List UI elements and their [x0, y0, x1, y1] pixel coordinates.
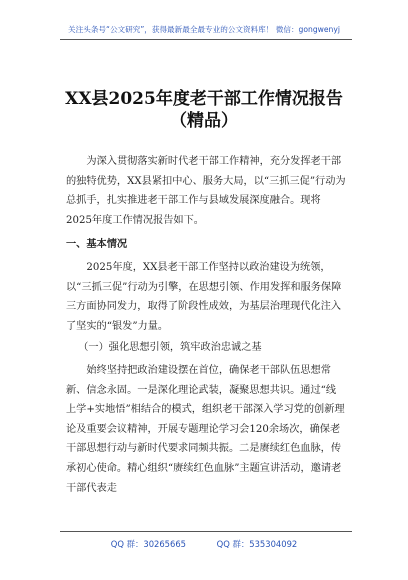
footer-qq-group-1: QQ 群：30265665	[110, 539, 186, 549]
title-line-1: XX县2025年度老干部工作情况报告	[65, 89, 343, 109]
header-note: 关注头条号“公文研究”，获得最新最全最专业的公文资料库！ 微信：gongwenyj	[68, 25, 340, 34]
header-divider	[60, 39, 352, 40]
intro-paragraph: 为深入贯彻落实新时代老干部工作精神，充分发挥老干部的独特优势，XX县紧扣中心、服务大局，以“三抓三促”行动为总抓手，扎实推进老干部工作与县域发展深度融合。现将2025年度工作情况报告如下。	[66, 156, 346, 226]
footer-divider	[60, 531, 352, 532]
section-heading-basic: 一、基本情况	[66, 238, 128, 251]
document-body	[66, 152, 346, 498]
title-line-2: （精品）	[170, 111, 238, 131]
subsection-heading-ideology: （一）强化思想引领，筑牢政治忠诚之基	[78, 342, 262, 354]
section-paragraph-basic: 2025年度，XX县老干部工作坚持以政治建设为统领，以“三抓三促”行动为引擎，在思想引领、作用发挥和服务保障三方面协同发力，取得了阶段性成效，为基层治理现代化注入了坚实的“银发”力量。	[66, 261, 342, 332]
document-title	[0, 88, 408, 132]
footer	[0, 538, 408, 550]
subsection-paragraph-ideology: 始终坚持把政治建设摆在首位，确保老干部队伍思想常新、信念永固。一是深化理论武装，凝聚思想共识。通过“线上学+实地悟”相结合的模式，组织老干部深入学习党的创新理论及重要会议精神，开展专题理论学习会120余场次，确保老干部思想行动与新时代要求同频共振。二是赓续红色血脉，传承初心使命。精心组织“赓续红色血脉”主题宣讲活动，邀请老干部代表走	[66, 364, 345, 494]
footer-qq-group-2: QQ 群：535304092	[216, 539, 298, 549]
